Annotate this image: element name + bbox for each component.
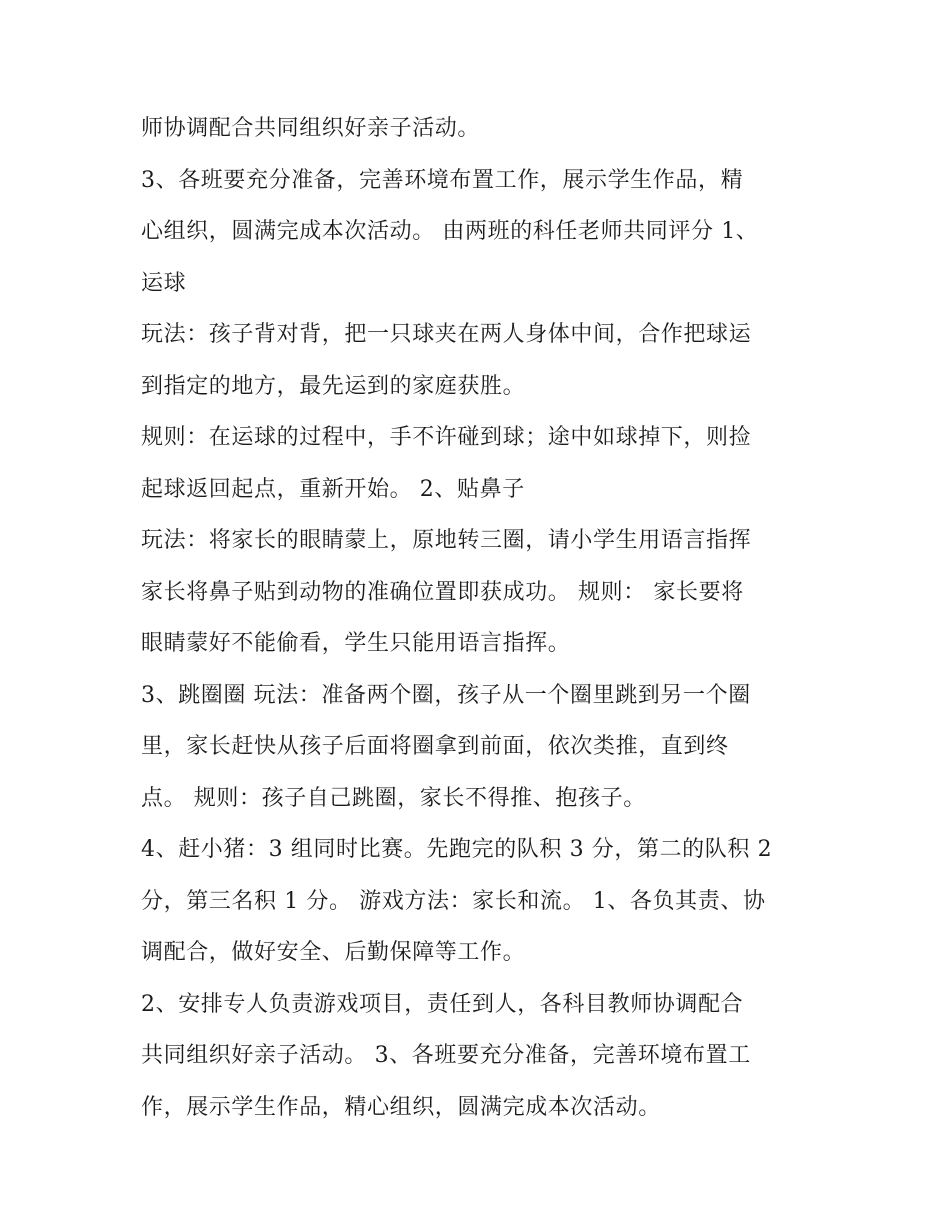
text-line: 点。 规则：孩子自己跳圈，家长不得推、抱孩子。 [141,785,646,811]
text-line: 里，家长赶快从孩子后面将圈拿到前面，依次类推，直到终 [141,734,729,759]
text-line: 3、跳圈圈 玩法：准备两个圈，孩子从一个圈里跳到另一个圈 [141,682,751,708]
document-body [141,108,831,1138]
text-line: 玩法：孩子背对背，把一只球夹在两人身体中间，合作把球运 [141,322,752,347]
text-line: 家长将鼻子贴到动物的准确位置即获成功。 规则： 家长要将 [141,579,744,605]
text-line: 3、各班要充分准备，完善环境布置工作，展示学生作品，精 [141,167,744,193]
text-line: 调配合，做好安全、后勤保障等工作。 [141,940,526,965]
text-line: 4、赶小猪：3 组同时比赛。先跑完的队积 3 分，第二的队积 2 [141,837,773,862]
text-line: 起球返回起点，重新开始。 2、贴鼻子 [141,476,525,502]
text-line: 规则：在运球的过程中，手不许碰到球；途中如球掉下，则捡 [141,425,752,450]
text-line: 作，展示学生作品，精心组织，圆满完成本次活动。 [141,1094,661,1120]
text-line: 共同组织好亲子活动。 3、各班要充分准备，完善环境布置工 [141,1043,751,1068]
text-line: 运球 [141,270,187,296]
text-line: 2、安排专人负责游戏项目，责任到人，各科目教师协调配合 [141,991,744,1017]
text-line: 到指定的地方，最先运到的家庭获胜。 [141,373,526,399]
text-line: 心组织，圆满完成本次活动。 由两班的科任老师共同评分 1、 [141,219,759,244]
text-line: 眼睛蒙好不能偷看，学生只能用语言指挥。 [141,631,571,656]
text-line: 师协调配合共同组织好亲子活动。 [141,116,481,141]
text-line: 分，第三名积 1 分。 游戏方法：家长和流。 1、各负其责、协 [141,888,766,914]
text-line: 玩法：将家长的眼睛蒙上，原地转三圈，请小学生用语言指挥 [141,528,752,553]
